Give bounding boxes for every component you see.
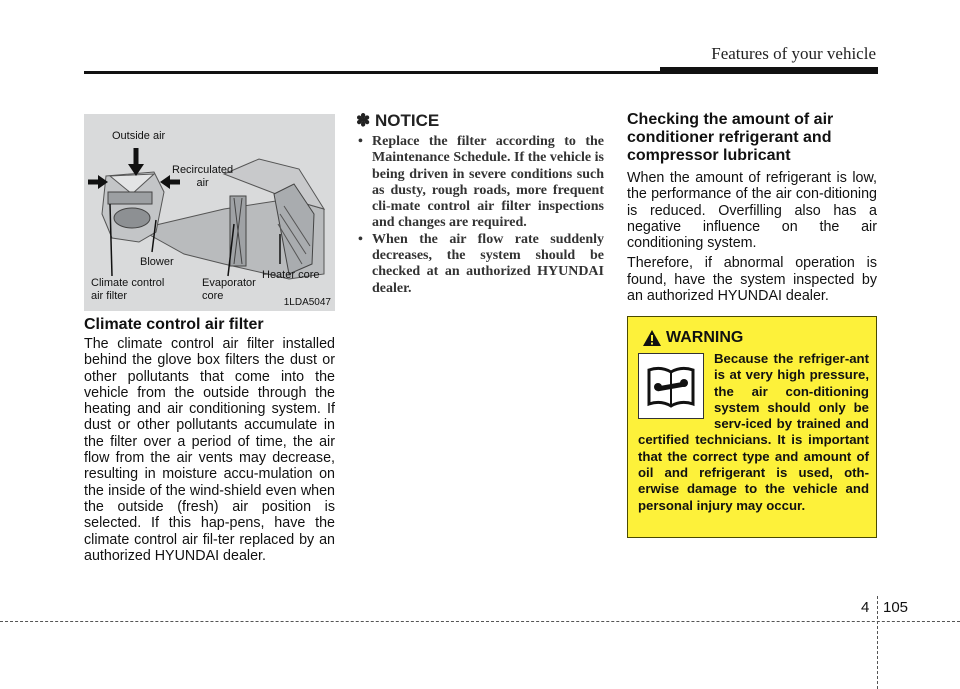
footer-divider <box>877 596 878 689</box>
figure-code: 1LDA5047 <box>283 297 331 308</box>
label-blower: Blower <box>140 256 174 268</box>
warning-header <box>642 329 743 347</box>
notice-item: • Replace the filter according to the Maintenance Schedule. If the vehicle is being driven in severe conditions such as dusty, rough roads, more frequent cli-mate control air filter inspections and changes are required. <box>356 134 604 232</box>
label-heater-core: Heater core <box>262 269 320 281</box>
notice-list <box>356 134 604 297</box>
chapter-number: 4 <box>861 599 870 616</box>
hvac-diagram <box>84 114 335 311</box>
notice-title: ✽ NOTICE <box>356 111 440 130</box>
page-header-title: Features of your vehicle <box>711 44 876 63</box>
warning-text <box>638 351 869 514</box>
warning-triangle-icon <box>642 329 662 347</box>
refrigerant-paragraph-2: Therefore, if abnormal operation is found, have the system inspected by an authorized HYUNDAI dealer. <box>627 255 877 305</box>
refrigerant-body <box>627 170 877 308</box>
label-recirculated-air: Recirculated air <box>172 164 234 189</box>
label-air-filter: Climate control air filter <box>91 277 165 302</box>
air-filter-paragraph: The climate control air filter installed behind the glove box filters the dust or other pollutants that come into the vehicle from the outside through the heating and air conditioning system. If dust or other pollutants accumulate in the filter over a period of time, the air flow from the air vents may decrease, resulting in moisture accu-mulation on the inside of the wind-shield even when the outside (fresh) air position is selected. If this hap-pens, have the climate control air fil-ter replaced by an authorized HYUNDAI dealer. <box>84 336 335 564</box>
warning-paragraph: Because the refriger-ant is at very high pressure, the air con-ditioning system should only be serv-iced by trained and certified technicians. It is important that the correct type and amount of oil and refrigerant is used, oth-erwise damage to the vehicle and personal injury may occur. <box>638 351 869 513</box>
warning-box <box>627 316 877 538</box>
label-evaporator-core: Evaporator core <box>202 277 256 302</box>
header-rule-accent <box>660 67 878 73</box>
page-number: 105 <box>883 599 909 616</box>
air-filter-body <box>84 336 335 564</box>
refrigerant-paragraph-1: When the amount of refrigerant is low, the performance of the air con-ditioning is reduced. Overfilling also has a negative influence on the air conditioning system. <box>627 170 877 252</box>
notice-item: • When the air flow rate suddenly decreases, the system should be checked at an authorized HYUNDAI dealer. <box>356 232 604 297</box>
section-title-air-filter: Climate control air filter <box>84 316 264 333</box>
warning-label: WARNING <box>666 329 744 346</box>
label-outside-air: Outside air <box>112 130 166 142</box>
section-title-refrigerant: Checking the amount of air conditioner refrigerant and compressor lubricant <box>627 111 834 164</box>
footer-rule <box>0 621 960 622</box>
